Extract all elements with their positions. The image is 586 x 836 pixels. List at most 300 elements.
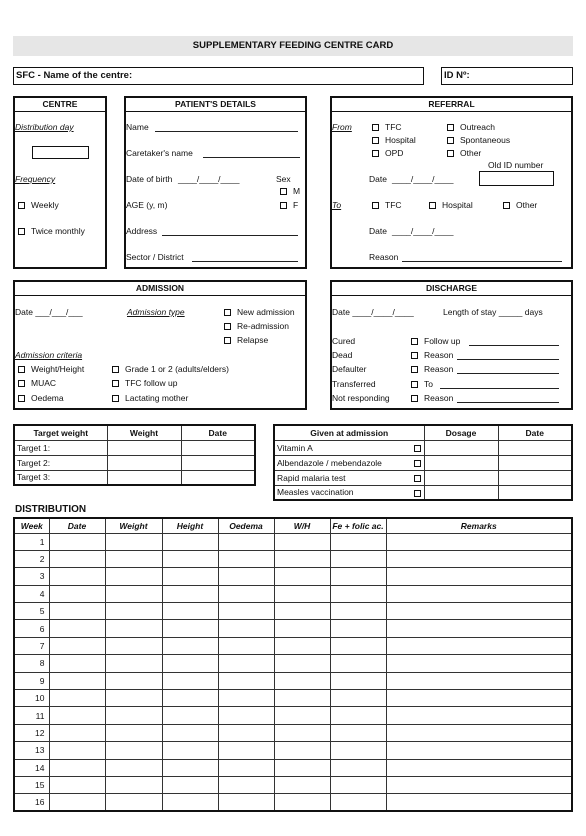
oedema-cell[interactable] (218, 620, 274, 637)
oedema-cell[interactable] (218, 759, 274, 776)
readmission-option[interactable] (224, 321, 289, 331)
patient-header: PATIENT'S DETAILS (126, 98, 305, 112)
remarks-cell[interactable] (386, 759, 572, 776)
lactating-label: Lactating mother (125, 393, 189, 403)
given-item-label: Rapid malaria test (277, 472, 346, 483)
height-cell[interactable] (162, 637, 218, 654)
dead-label: Dead (332, 350, 353, 360)
sex-m-checkbox[interactable] (280, 188, 287, 195)
week-number: 14 (14, 759, 49, 776)
from-other-checkbox[interactable] (447, 150, 454, 157)
wh-cell[interactable] (274, 585, 330, 602)
remarks-cell[interactable] (386, 655, 572, 672)
admission-header: ADMISSION (15, 282, 305, 296)
date-cell[interactable] (49, 603, 105, 620)
name-label: Name (126, 122, 149, 132)
given-checkbox[interactable] (414, 460, 421, 467)
from-hospital-option[interactable] (372, 135, 416, 145)
from-opd-option[interactable] (372, 148, 403, 158)
given-item-label: Albendazole / mebendazole (277, 457, 382, 468)
fe-folic-cell[interactable] (330, 724, 386, 741)
given-item-label: Measles vaccination (277, 487, 354, 498)
remarks-cell[interactable] (386, 550, 572, 567)
admission-section (13, 280, 307, 410)
week-number: 16 (14, 794, 49, 811)
distribution-row (14, 533, 572, 550)
given-table-header (274, 425, 572, 440)
given-item-label: Vitamin A (277, 442, 313, 453)
oedema-cell[interactable] (218, 794, 274, 811)
oedema-cell[interactable] (218, 550, 274, 567)
distribution-row (14, 550, 572, 567)
name-line[interactable] (155, 131, 298, 132)
height-cell[interactable] (162, 568, 218, 585)
defaulter-reason-line[interactable] (457, 373, 559, 374)
from-hospital-checkbox[interactable] (372, 137, 379, 144)
date-cell[interactable] (49, 794, 105, 811)
weight-cell[interactable] (105, 724, 162, 741)
fe-folic-header: Fe + folic ac. (330, 518, 386, 533)
oedema-cell[interactable] (218, 637, 274, 654)
to-hospital-option[interactable] (429, 200, 473, 210)
admission-criteria-label: Admission criteria (15, 350, 83, 360)
to-date-blank[interactable]: ____/____/____ (392, 226, 454, 236)
remarks-cell[interactable] (386, 620, 572, 637)
given-item (274, 440, 424, 455)
dob-blank[interactable]: ____/____/____ (178, 174, 240, 184)
to-other-label: Other (516, 200, 538, 210)
from-tfc-label: TFC (385, 122, 402, 132)
wh-cell[interactable] (274, 603, 330, 620)
caretaker-line[interactable] (203, 157, 300, 158)
fe-folic-cell[interactable] (330, 655, 386, 672)
from-opd-label: OPD (385, 148, 404, 158)
dosage-cell[interactable] (424, 455, 498, 470)
remarks-cell[interactable] (386, 707, 572, 724)
wh-cell[interactable] (274, 637, 330, 654)
week-number: 2 (14, 550, 49, 567)
from-opd-checkbox[interactable] (372, 150, 379, 157)
distribution-row (14, 794, 572, 811)
wh-cell[interactable] (274, 568, 330, 585)
to-other-option[interactable] (503, 200, 537, 210)
not-responding-reason-checkbox[interactable] (411, 395, 418, 402)
weight-cell[interactable] (105, 603, 162, 620)
new-admission-checkbox[interactable] (224, 309, 231, 316)
given-row (274, 470, 572, 485)
week-number: 5 (14, 603, 49, 620)
to-other-checkbox[interactable] (503, 202, 510, 209)
from-other-option[interactable] (447, 148, 481, 158)
remarks-cell[interactable] (386, 724, 572, 741)
remarks-cell[interactable] (386, 776, 572, 793)
caretaker-label: Caretaker's name (126, 148, 193, 158)
remarks-cell[interactable] (386, 637, 572, 654)
distribution-day-label: Distribution day (15, 122, 74, 132)
transferred-label: Transferred (332, 379, 376, 389)
to-tfc-checkbox[interactable] (372, 202, 379, 209)
week-number: 9 (14, 672, 49, 689)
remarks-cell[interactable] (386, 568, 572, 585)
age-label: AGE (y, m) (126, 200, 168, 210)
height-cell[interactable] (162, 655, 218, 672)
target-row-label: Target 2: (14, 455, 107, 470)
distribution-row (14, 568, 572, 585)
referral-date-label: Date (369, 174, 387, 184)
given-date-cell[interactable] (498, 440, 572, 455)
follow-up-option[interactable] (411, 336, 460, 346)
fe-folic-cell[interactable] (330, 603, 386, 620)
transfer-to-line[interactable] (440, 388, 559, 389)
date-cell[interactable] (49, 672, 105, 689)
target-table-header (14, 425, 255, 440)
wh-cell[interactable] (274, 742, 330, 759)
fe-folic-cell[interactable] (330, 742, 386, 759)
distribution-row (14, 637, 572, 654)
distribution-row (14, 655, 572, 672)
date-cell[interactable] (49, 637, 105, 654)
wh-cell[interactable] (274, 759, 330, 776)
grade-label: Grade 1 or 2 (adults/elders) (125, 364, 229, 374)
to-hospital-label: Hospital (442, 200, 473, 210)
weight-cell[interactable] (105, 794, 162, 811)
oedema-cell[interactable] (218, 776, 274, 793)
fe-folic-cell[interactable] (330, 637, 386, 654)
date-cell[interactable] (49, 742, 105, 759)
from-label: From (332, 122, 352, 132)
fe-folic-cell[interactable] (330, 533, 386, 550)
weight-height-label: Weight/Height (31, 364, 85, 374)
remarks-cell[interactable] (386, 533, 572, 550)
relapse-option[interactable] (224, 335, 268, 345)
follow-up-label: Follow up (424, 336, 461, 346)
oedema-checkbox[interactable] (18, 395, 25, 402)
target-weight-cell[interactable] (107, 470, 181, 485)
given-date-cell[interactable] (498, 485, 572, 500)
readmission-label: Re-admission (237, 321, 289, 331)
weight-cell[interactable] (105, 620, 162, 637)
weight-header: Weight (105, 518, 162, 533)
target-row (14, 470, 255, 485)
dosage-cell[interactable] (424, 470, 498, 485)
remarks-cell[interactable] (386, 690, 572, 707)
date-cell[interactable] (49, 550, 105, 567)
defaulter-reason-checkbox[interactable] (411, 366, 418, 373)
weight-cell[interactable] (105, 568, 162, 585)
address-line[interactable] (162, 235, 298, 236)
oedema-cell[interactable] (218, 585, 274, 602)
length-of-stay[interactable]: Length of stay _____ days (443, 307, 543, 317)
oedema-cell[interactable] (218, 690, 274, 707)
height-cell[interactable] (162, 603, 218, 620)
wh-cell[interactable] (274, 724, 330, 741)
week-number: 7 (14, 637, 49, 654)
not-responding-reason-option[interactable] (411, 393, 453, 403)
height-cell[interactable] (162, 724, 218, 741)
date-cell[interactable] (49, 620, 105, 637)
tfc-follow-checkbox[interactable] (112, 380, 119, 387)
sector-line[interactable] (192, 261, 298, 262)
week-number: 3 (14, 568, 49, 585)
referral-reason-line[interactable] (402, 261, 562, 262)
date-cell[interactable] (49, 533, 105, 550)
fe-folic-cell[interactable] (330, 620, 386, 637)
distribution-row (14, 707, 572, 724)
week-number: 15 (14, 776, 49, 793)
sex-f-checkbox[interactable] (280, 202, 287, 209)
frequency-label: Frequency (15, 174, 56, 184)
sex-m-label: M (293, 186, 301, 196)
referral-section (330, 96, 573, 269)
weight-height-option[interactable] (18, 364, 84, 374)
sex-f-option[interactable] (280, 200, 298, 210)
target-date-cell[interactable] (181, 440, 255, 455)
dead-reason-checkbox[interactable] (411, 352, 418, 359)
height-cell[interactable] (162, 550, 218, 567)
dosage-header: Dosage (424, 425, 498, 440)
discharge-section (330, 280, 573, 410)
date-cell[interactable] (49, 568, 105, 585)
fe-folic-cell[interactable] (330, 794, 386, 811)
new-admission-label: New admission (237, 307, 295, 317)
grade-checkbox[interactable] (112, 366, 119, 373)
height-cell[interactable] (162, 620, 218, 637)
twice-monthly-checkbox[interactable] (18, 228, 25, 235)
target-weight-cell[interactable] (107, 455, 181, 470)
wh-cell[interactable] (274, 707, 330, 724)
sex-m-option[interactable] (280, 186, 300, 196)
target-date-header: Date (181, 425, 255, 440)
weight-height-checkbox[interactable] (18, 366, 25, 373)
oedema-option[interactable] (18, 393, 64, 403)
distribution-title: DISTRIBUTION (15, 504, 87, 515)
height-cell[interactable] (162, 585, 218, 602)
muac-checkbox[interactable] (18, 380, 25, 387)
referral-header: REFERRAL (332, 98, 571, 112)
fe-folic-cell[interactable] (330, 568, 386, 585)
weekly-checkbox[interactable] (18, 202, 25, 209)
date-cell[interactable] (49, 690, 105, 707)
id-field[interactable] (441, 67, 573, 85)
grade-option[interactable] (112, 364, 229, 374)
target-row (14, 440, 255, 455)
oedema-cell[interactable] (218, 742, 274, 759)
remarks-cell[interactable] (386, 672, 572, 689)
distribution-row (14, 603, 572, 620)
admission-date[interactable]: Date ___/___/___ (15, 307, 83, 317)
given-checkbox[interactable] (414, 490, 421, 497)
oedema-cell[interactable] (218, 724, 274, 741)
dosage-cell[interactable] (424, 485, 498, 500)
date-cell[interactable] (49, 707, 105, 724)
target-date-cell[interactable] (181, 470, 255, 485)
sfc-name-field[interactable] (13, 67, 424, 85)
page-title: SUPPLEMENTARY FEEDING CENTRE CARD (192, 40, 394, 51)
given-checkbox[interactable] (414, 445, 421, 452)
oedema-cell[interactable] (218, 603, 274, 620)
tfc-follow-option[interactable] (112, 378, 177, 388)
height-header: Height (162, 518, 218, 533)
from-tfc-option[interactable] (372, 122, 402, 132)
given-item (274, 470, 424, 485)
discharge-header: DISCHARGE (332, 282, 571, 296)
relapse-checkbox[interactable] (224, 337, 231, 344)
weight-cell[interactable] (105, 672, 162, 689)
given-date-cell[interactable] (498, 455, 572, 470)
referral-date-blank[interactable]: ____/____/____ (392, 174, 454, 184)
date-cell[interactable] (49, 724, 105, 741)
discharge-date[interactable]: Date ____/____/____ (332, 307, 414, 317)
distribution-day-input[interactable] (32, 146, 89, 159)
remarks-cell[interactable] (386, 742, 572, 759)
defaulter-reason-option[interactable] (411, 364, 453, 374)
distribution-row (14, 672, 572, 689)
fe-folic-cell[interactable] (330, 550, 386, 567)
oedema-cell[interactable] (218, 672, 274, 689)
oedema-cell[interactable] (218, 707, 274, 724)
follow-up-line[interactable] (469, 345, 559, 346)
given-item (274, 455, 424, 470)
from-hospital-label: Hospital (385, 135, 416, 145)
weight-cell[interactable] (105, 655, 162, 672)
week-number: 11 (14, 707, 49, 724)
week-number: 12 (14, 724, 49, 741)
sex-label: Sex (276, 174, 291, 184)
from-tfc-checkbox[interactable] (372, 124, 379, 131)
dead-reason-line[interactable] (457, 359, 559, 360)
height-cell[interactable] (162, 742, 218, 759)
given-checkbox[interactable] (414, 475, 421, 482)
title-bar (13, 36, 573, 56)
given-header: Given at admission (274, 425, 424, 440)
admission-type-label: Admission type (127, 307, 185, 317)
outreach-checkbox[interactable] (447, 124, 454, 131)
wh-cell[interactable] (274, 655, 330, 672)
week-number: 10 (14, 690, 49, 707)
fe-folic-cell[interactable] (330, 776, 386, 793)
date-cell[interactable] (49, 776, 105, 793)
week-number: 8 (14, 655, 49, 672)
cured-label: Cured (332, 336, 356, 346)
not-responding-reason-label: Reason (424, 393, 454, 403)
lactating-checkbox[interactable] (112, 395, 119, 402)
date-cell[interactable] (49, 759, 105, 776)
wh-cell[interactable] (274, 533, 330, 550)
fe-folic-cell[interactable] (330, 707, 386, 724)
weekly-option[interactable] (18, 200, 59, 210)
wh-cell[interactable] (274, 776, 330, 793)
remarks-cell[interactable] (386, 585, 572, 602)
weight-cell[interactable] (105, 690, 162, 707)
height-cell[interactable] (162, 533, 218, 550)
weight-cell[interactable] (105, 533, 162, 550)
remarks-header: Remarks (386, 518, 572, 533)
week-number: 13 (14, 742, 49, 759)
to-date-label: Date (369, 226, 387, 236)
weight-cell[interactable] (105, 742, 162, 759)
to-hospital-checkbox[interactable] (429, 202, 436, 209)
twice-monthly-option[interactable] (18, 226, 85, 236)
remarks-cell[interactable] (386, 603, 572, 620)
wh-cell[interactable] (274, 794, 330, 811)
target-row (14, 455, 255, 470)
not-responding-reason-line[interactable] (457, 402, 559, 403)
wh-cell[interactable] (274, 620, 330, 637)
follow-up-checkbox[interactable] (411, 338, 418, 345)
target-weight-cell[interactable] (107, 440, 181, 455)
weight-cell[interactable] (105, 637, 162, 654)
wh-cell[interactable] (274, 550, 330, 567)
transfer-to-checkbox[interactable] (411, 381, 418, 388)
oedema-cell[interactable] (218, 568, 274, 585)
weight-cell[interactable] (105, 707, 162, 724)
given-date-header: Date (498, 425, 572, 440)
wh-cell[interactable] (274, 690, 330, 707)
height-cell[interactable] (162, 672, 218, 689)
dob-label: Date of birth (126, 174, 173, 184)
wh-cell[interactable] (274, 672, 330, 689)
address-label: Address (126, 226, 158, 236)
weight-cell[interactable] (105, 759, 162, 776)
spontaneous-option[interactable] (447, 135, 510, 145)
sex-f-label: F (293, 200, 299, 210)
old-id-input[interactable] (479, 171, 554, 186)
outreach-label: Outreach (460, 122, 495, 132)
dead-reason-option[interactable] (411, 350, 453, 360)
given-date-cell[interactable] (498, 470, 572, 485)
remarks-cell[interactable] (386, 794, 572, 811)
height-cell[interactable] (162, 759, 218, 776)
week-header: Week (14, 518, 49, 533)
date-cell[interactable] (49, 585, 105, 602)
height-cell[interactable] (162, 794, 218, 811)
fe-folic-cell[interactable] (330, 759, 386, 776)
spontaneous-checkbox[interactable] (447, 137, 454, 144)
fe-folic-cell[interactable] (330, 690, 386, 707)
new-admission-option[interactable] (224, 307, 295, 317)
centre-section (13, 96, 107, 269)
target-date-cell[interactable] (181, 455, 255, 470)
patient-details-section (124, 96, 307, 269)
weight-cell[interactable] (105, 585, 162, 602)
lactating-option[interactable] (112, 393, 188, 403)
weight-cell[interactable] (105, 550, 162, 567)
height-cell[interactable] (162, 690, 218, 707)
muac-option[interactable] (18, 378, 56, 388)
weight-cell[interactable] (105, 776, 162, 793)
date-cell[interactable] (49, 655, 105, 672)
outreach-option[interactable] (447, 122, 495, 132)
transfer-to-option[interactable] (411, 379, 433, 389)
oedema-cell[interactable] (218, 655, 274, 672)
week-number: 6 (14, 620, 49, 637)
height-cell[interactable] (162, 776, 218, 793)
to-tfc-option[interactable] (372, 200, 402, 210)
fe-folic-cell[interactable] (330, 585, 386, 602)
referral-reason-label: Reason (369, 252, 399, 262)
readmission-checkbox[interactable] (224, 323, 231, 330)
fe-folic-cell[interactable] (330, 672, 386, 689)
oedema-cell[interactable] (218, 533, 274, 550)
not-responding-label: Not responding (332, 393, 390, 403)
dosage-cell[interactable] (424, 440, 498, 455)
week-number: 4 (14, 585, 49, 602)
oedema-header: Oedema (218, 518, 274, 533)
height-cell[interactable] (162, 707, 218, 724)
target-weight-table (13, 424, 256, 486)
centre-header: CENTRE (15, 98, 105, 112)
target-weight-header: Target weight (14, 425, 107, 440)
